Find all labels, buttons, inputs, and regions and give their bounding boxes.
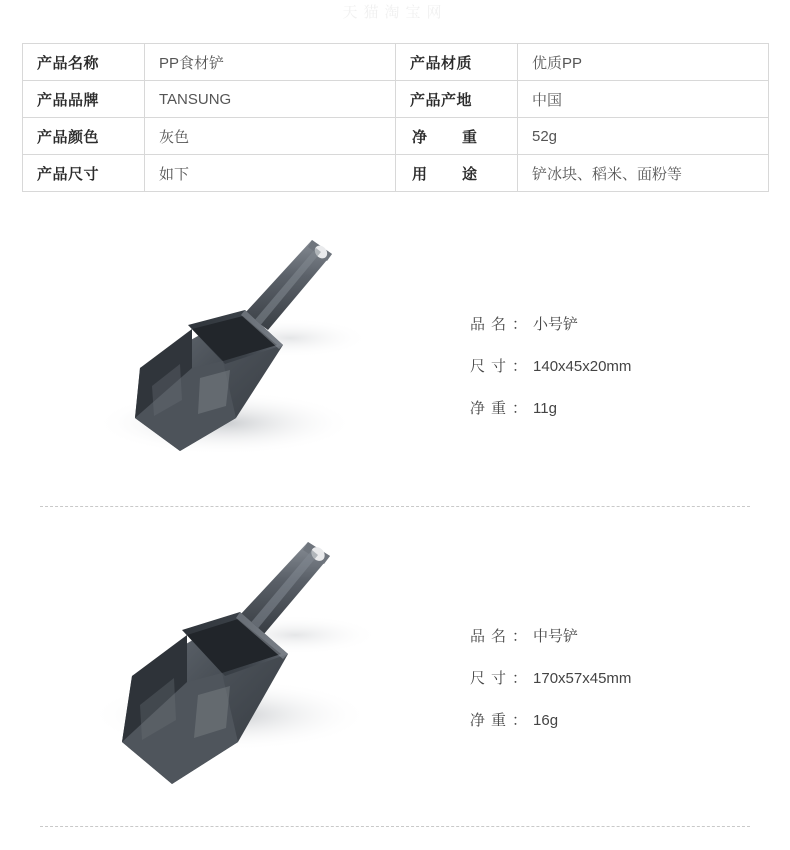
medium-scoop-weight-value: 16g: [533, 712, 559, 729]
small-scoop-name-line: [470, 313, 770, 334]
small-scoop-name-value: 小号铲: [533, 316, 579, 333]
small-scoop-size-line: [470, 355, 770, 376]
spec-value-size: 如下: [145, 155, 396, 192]
spec-value-usage: 铲冰块、稻米、面粉等: [518, 155, 769, 192]
medium-scoop-size-value: 170x57x45mm: [533, 670, 632, 687]
medium-scoop-weight-key: 净重：: [470, 712, 534, 729]
small-scoop-size-value: 140x45x20mm: [533, 358, 632, 375]
spec-label-product-name: 产品名称: [23, 44, 145, 81]
small-scoop-weight-key: 净重：: [470, 400, 534, 417]
table-row: [23, 155, 769, 192]
spec-value-net-weight: 52g: [518, 118, 769, 155]
medium-scoop-weight-line: [470, 709, 770, 730]
specification-table: [22, 43, 769, 192]
section-divider-1: [40, 506, 750, 507]
small-scoop-weight-line: [470, 397, 770, 418]
spec-label-material: 产品材质: [396, 44, 518, 81]
scoop-illustration-medium: [40, 530, 440, 810]
medium-scoop-size-key: 尺寸：: [470, 670, 534, 687]
spec-label-net-weight: 净 重: [396, 118, 518, 155]
small-grey-scoop-photo: [40, 218, 440, 488]
spec-value-product-name: PP食材铲: [145, 44, 396, 81]
spec-value-material: 优质PP: [518, 44, 769, 81]
medium-grey-scoop-photo: [40, 530, 440, 800]
spec-label-size: 产品尺寸: [23, 155, 145, 192]
product-block-medium: [0, 530, 790, 820]
small-scoop-info: [470, 313, 770, 439]
spec-value-brand: TANSUNG: [145, 81, 396, 118]
spec-label-origin: 产品产地: [396, 81, 518, 118]
small-scoop-name-key: 品名：: [470, 316, 534, 333]
table-row: [23, 118, 769, 155]
medium-scoop-size-line: [470, 667, 770, 688]
medium-scoop-name-value: 中号铲: [533, 628, 579, 645]
spec-value-origin: 中国: [518, 81, 769, 118]
table-row: [23, 81, 769, 118]
section-divider-2: [40, 826, 750, 827]
specification-table-container: [22, 43, 768, 192]
spec-label-brand: 产品品牌: [23, 81, 145, 118]
product-block-small: [0, 218, 790, 508]
small-scoop-weight-value: 11g: [533, 400, 557, 417]
medium-scoop-name-line: [470, 625, 770, 646]
spec-label-usage: 用 途: [396, 155, 518, 192]
scoop-illustration-small: [40, 218, 440, 488]
spec-label-color: 产品颜色: [23, 118, 145, 155]
spec-value-color: 灰色: [145, 118, 396, 155]
watermark-text: 天猫淘宝网: [342, 2, 448, 21]
table-row: [23, 44, 769, 81]
medium-scoop-info: [470, 625, 770, 751]
small-scoop-size-key: 尺寸：: [470, 358, 534, 375]
medium-scoop-name-key: 品名：: [470, 628, 534, 645]
watermark-strip: [0, 0, 790, 22]
